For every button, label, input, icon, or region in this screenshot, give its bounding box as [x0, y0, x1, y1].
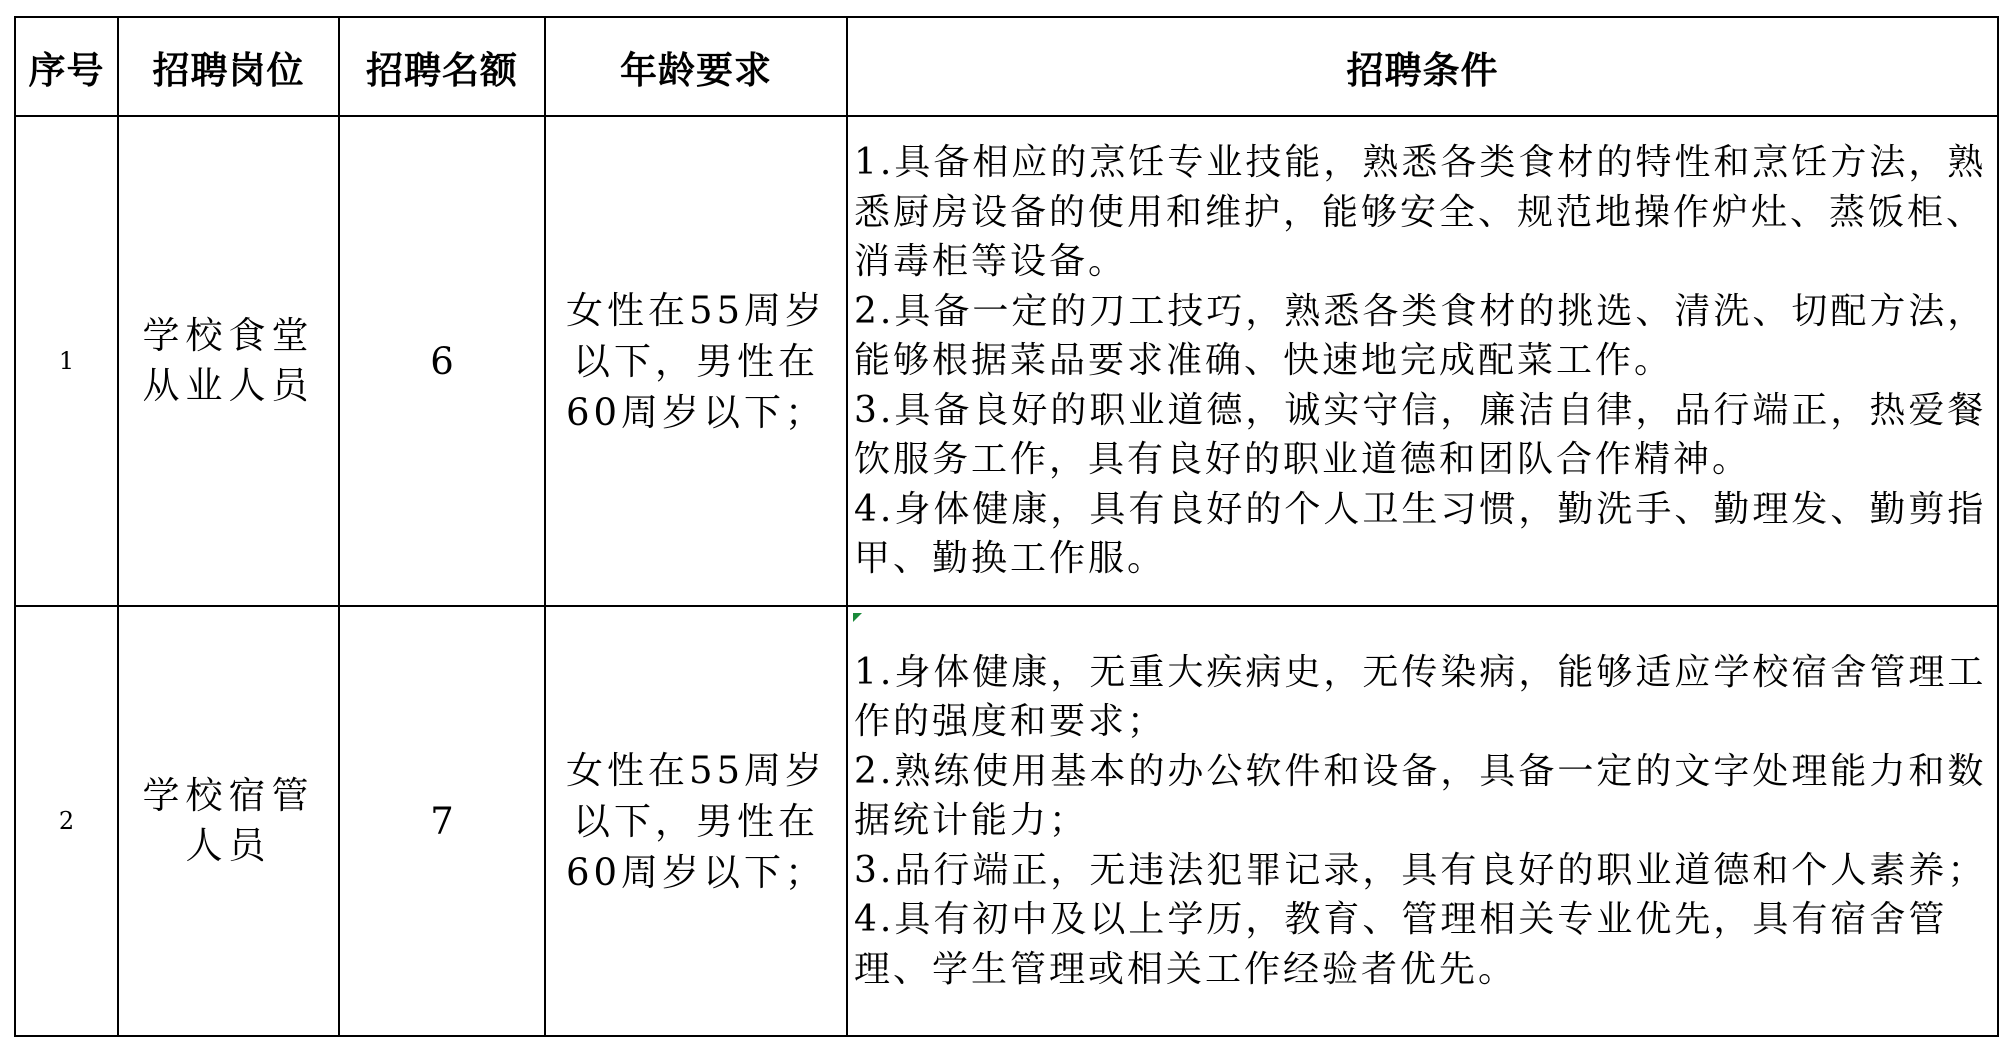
table-row	[15, 116, 1998, 606]
header-no: 序号	[15, 17, 118, 116]
cell-selection-marker	[853, 613, 862, 622]
condition-item: 4.具有初中及以上学历，教育、管理相关专业优先，具有宿舍管理、学生管理或相关工作经验者优先。	[854, 899, 1948, 990]
cell-quota: 7	[339, 606, 545, 1036]
cell-quota: 6	[339, 116, 545, 606]
cell-conditions	[847, 606, 1998, 1036]
header-quota: 招聘名额	[339, 17, 545, 116]
condition-item: 1.身体健康，无重大疾病史，无传染病，能够适应学校宿舍管理工作的强度和要求；	[854, 651, 1987, 743]
table-header-row	[15, 17, 1998, 116]
cell-no: 1	[15, 116, 118, 606]
cell-no: 2	[15, 606, 118, 1036]
table-row	[15, 606, 1998, 1036]
header-age: 年龄要求	[545, 17, 847, 116]
condition-item: 2.熟练使用基本的办公软件和设备，具备一定的文字处理能力和数据统计能力；	[854, 750, 1987, 842]
condition-item: 4.身体健康，具有良好的个人卫生习惯，勤洗手、勤理发、勤剪指甲、勤换工作服。	[854, 488, 1987, 580]
recruitment-table	[14, 16, 1999, 1037]
header-conditions: 招聘条件	[847, 17, 1998, 116]
cell-position: 学校宿管人员	[118, 606, 339, 1036]
condition-item: 3.具备良好的职业道德，诚实守信，廉洁自律，品行端正，热爱餐饮服务工作，具有良好的职业道德和团队合作精神。	[854, 389, 1987, 481]
cell-age: 女性在55周岁以下，男性在60周岁以下；	[545, 116, 847, 606]
condition-item: 1.具备相应的烹饪专业技能，熟悉各类食材的特性和烹饪方法，熟悉厨房设备的使用和维护，能够安全、规范地操作炉灶、蒸饭柜、消毒柜等设备。	[854, 142, 1987, 283]
condition-item: 3.品行端正，无违法犯罪记录，具有良好的职业道德和个人素养；	[854, 849, 1987, 891]
recruitment-table-wrapper	[14, 16, 1999, 1037]
condition-item: 2.具备一定的刀工技巧，熟悉各类食材的挑选、清洗、切配方法，能够根据菜品要求准确、快速地完成配菜工作。	[854, 290, 1987, 382]
cell-age: 女性在55周岁以下，男性在60周岁以下；	[545, 606, 847, 1036]
cell-conditions	[847, 116, 1998, 606]
header-position: 招聘岗位	[118, 17, 339, 116]
cell-position: 学校食堂从业人员	[118, 116, 339, 606]
